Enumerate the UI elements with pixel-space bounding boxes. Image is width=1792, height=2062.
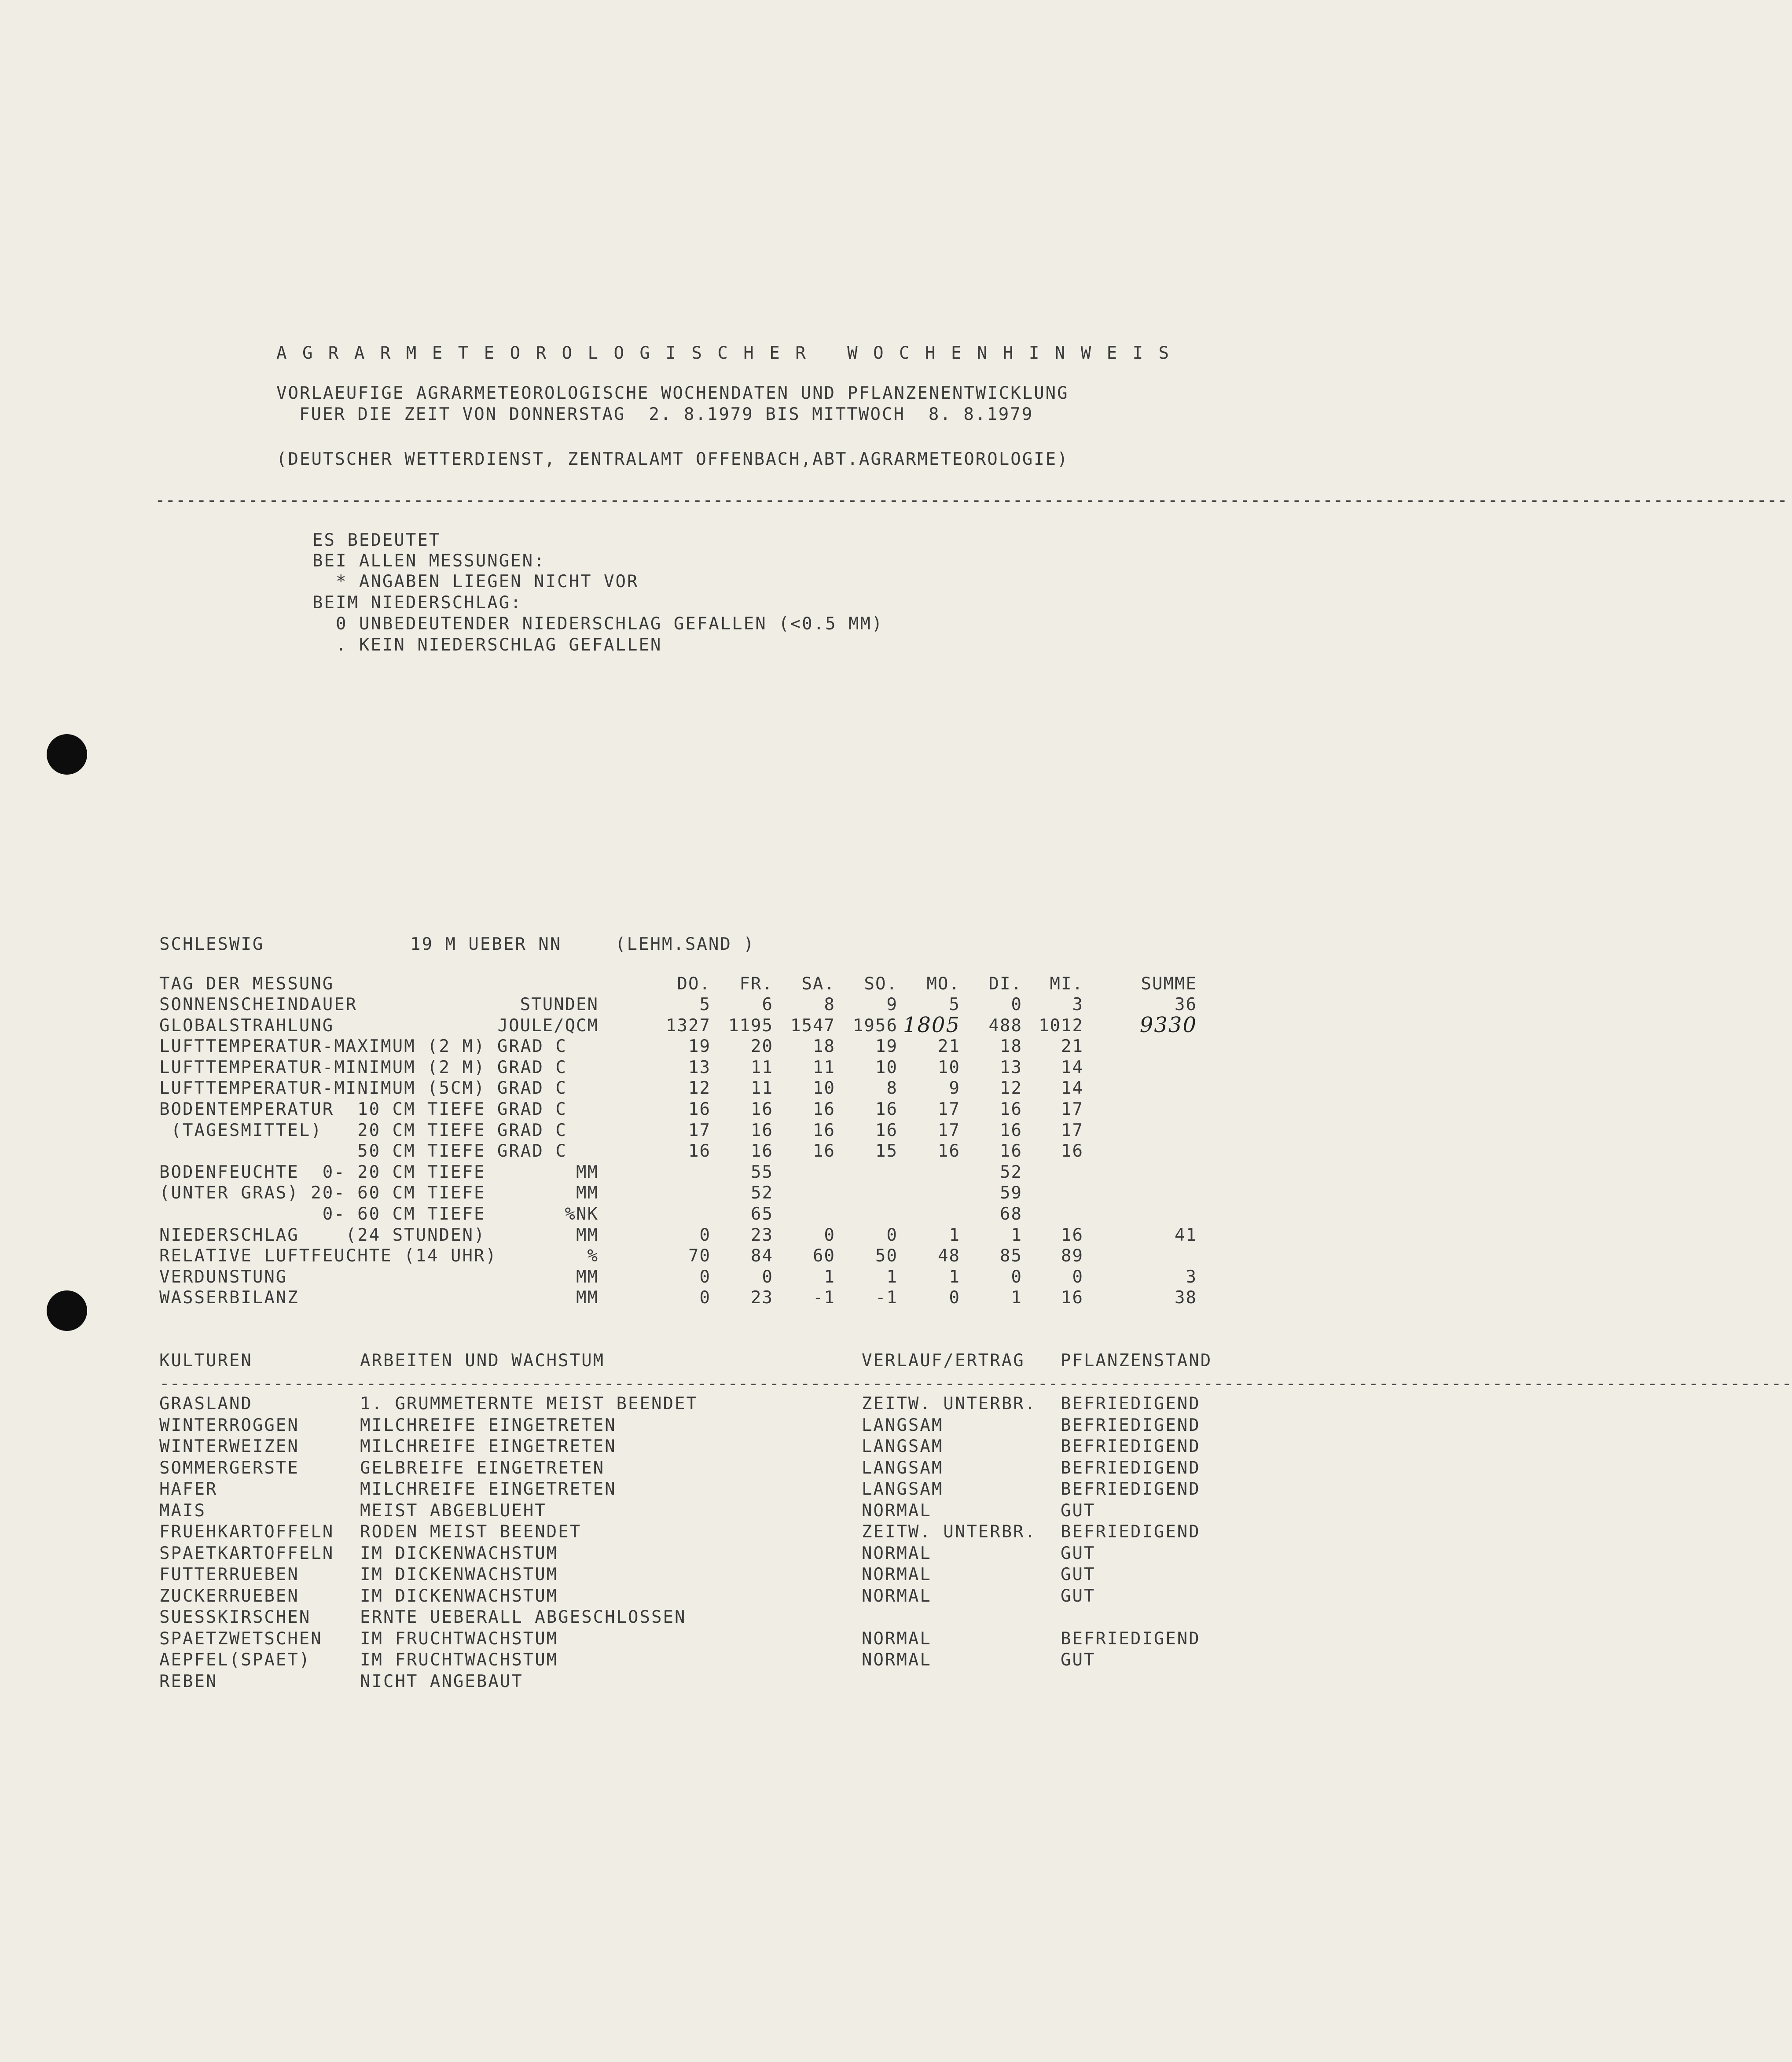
weather-row-label: WASSERBILANZ: [159, 1288, 299, 1308]
crops-cell-work: 1. GRUMMETERNTE MEIST BEENDET: [360, 1394, 698, 1414]
weather-cell: 23: [751, 1225, 773, 1245]
crops-cell-work: IM FRUCHTWACHSTUM: [360, 1650, 558, 1670]
weather-cell: 14: [1061, 1058, 1083, 1077]
weather-cell: 16: [1061, 1141, 1083, 1161]
weather-cell: 0: [824, 1225, 835, 1245]
weather-cell: 10: [813, 1078, 835, 1098]
crops-cell-crop: AEPFEL(SPAET): [159, 1650, 311, 1670]
weather-cell: 15: [875, 1141, 898, 1161]
station-soil: (LEHM.SAND ): [615, 934, 755, 954]
weather-cell: 18: [813, 1037, 835, 1056]
weather-row-label: BODENFEUCHTE 0- 20 CM TIEFE: [159, 1162, 486, 1182]
weather-cell: 84: [751, 1246, 773, 1266]
weather-cell: 14: [1061, 1078, 1083, 1098]
weather-row-unit: MM: [576, 1267, 599, 1287]
weather-cell: 10: [875, 1058, 898, 1077]
weather-cell: 16: [1061, 1288, 1083, 1308]
weather-cell: 16: [688, 1099, 711, 1119]
weather-cell: 9: [949, 1078, 960, 1098]
weather-cell: 1: [1011, 1225, 1022, 1245]
crops-cell-work: MILCHREIFE EINGETRETEN: [360, 1437, 617, 1456]
weather-cell: 1: [824, 1267, 835, 1287]
weather-cell: -1: [875, 1288, 898, 1308]
subtitle-line-1: VORLAEUFIGE AGRARMETEOROLOGISCHE WOCHENDATEN UND PFLANZENENTWICKLUNG: [276, 383, 1069, 403]
crops-cell-trend: LANGSAM: [862, 1437, 944, 1456]
crops-cell-crop: FRUEHKARTOFFELN: [159, 1522, 334, 1542]
crops-cell-state: GUT: [1061, 1565, 1096, 1584]
weather-cell: 1012: [1039, 1016, 1083, 1036]
weather-cell: 0: [762, 1267, 773, 1287]
weather-cell: 50: [875, 1246, 898, 1266]
crops-cell-work: IM DICKENWACHSTUM: [360, 1544, 558, 1563]
source-line: (DEUTSCHER WETTERDIENST, ZENTRALAMT OFFENBACH,ABT.AGRARMETEOROLOGIE): [276, 449, 1069, 469]
crops-cell-work: ERNTE UEBERALL ABGESCHLOSSEN: [360, 1607, 687, 1627]
weather-cell: 16: [1000, 1099, 1022, 1119]
weather-cell: 16: [1000, 1121, 1022, 1140]
weather-cell: 16: [751, 1141, 773, 1161]
crops-cell-work: IM DICKENWACHSTUM: [360, 1565, 558, 1584]
weather-cell: 60: [813, 1246, 835, 1266]
crops-cell-crop: SPAETKARTOFFELN: [159, 1544, 334, 1563]
weather-cell: 36: [1175, 995, 1197, 1014]
weather-cell: 9: [886, 995, 898, 1014]
legend-line-1: ES BEDEUTET: [312, 530, 441, 550]
weather-cell: 59: [1000, 1183, 1022, 1203]
weather-cell: 1: [1011, 1288, 1022, 1308]
weather-day-header: SUMME: [1141, 974, 1197, 994]
crops-cell-crop: MAIS: [159, 1501, 206, 1521]
weather-cell: 1195: [728, 1016, 773, 1036]
weather-cell: 16: [813, 1099, 835, 1119]
crops-cell-trend: NORMAL: [862, 1586, 932, 1606]
crops-cell-state: BEFRIEDIGEND: [1061, 1522, 1201, 1542]
crops-cell-work: GELBREIFE EINGETRETEN: [360, 1458, 605, 1478]
weather-cell: 3: [1072, 995, 1083, 1014]
legend-line-2: BEI ALLEN MESSUNGEN:: [312, 551, 546, 571]
weather-cell: 16: [875, 1099, 898, 1119]
weather-row-label: (TAGESMITTEL) 20 CM TIEFE GRAD C: [159, 1121, 567, 1140]
weather-cell: 5: [949, 995, 960, 1014]
weather-row-unit: %: [587, 1246, 599, 1266]
weather-day-header: DI.: [988, 974, 1022, 994]
weather-row-label: (UNTER GRAS) 20- 60 CM TIEFE: [159, 1183, 486, 1203]
weather-cell: 0: [1072, 1267, 1083, 1287]
crops-cell-crop: REBEN: [159, 1672, 218, 1691]
weather-cell: 16: [688, 1141, 711, 1161]
weather-row-label: LUFTTEMPERATUR-MINIMUM (5CM) GRAD C: [159, 1078, 567, 1098]
weather-cell: 12: [1000, 1078, 1022, 1098]
crops-cell-trend: NORMAL: [862, 1501, 932, 1521]
weather-cell: 8: [886, 1078, 898, 1098]
weather-cell: 488: [988, 1016, 1022, 1036]
crops-cell-trend: NORMAL: [862, 1544, 932, 1563]
crops-cell-state: BEFRIEDIGEND: [1061, 1629, 1201, 1649]
crops-cell-state: GUT: [1061, 1544, 1096, 1563]
weather-cell: 16: [751, 1121, 773, 1140]
weather-row-label: LUFTTEMPERATUR-MAXIMUM (2 M) GRAD C: [159, 1037, 567, 1056]
weather-cell: 11: [813, 1058, 835, 1077]
crops-cell-work: NICHT ANGEBAUT: [360, 1672, 523, 1691]
weather-cell: 13: [1000, 1058, 1022, 1077]
weather-row-label: RELATIVE LUFTFEUCHTE (14 UHR): [159, 1246, 497, 1266]
crops-cell-trend: ZEITW. UNTERBR.: [862, 1394, 1037, 1414]
weather-cell: 1327: [666, 1016, 711, 1036]
weather-row-unit: MM: [576, 1225, 599, 1245]
weather-row-label: 50 CM TIEFE GRAD C: [159, 1141, 567, 1161]
weather-cell: 0: [699, 1288, 711, 1308]
weather-row-unit: STUNDEN: [520, 995, 599, 1014]
crops-cell-state: BEFRIEDIGEND: [1061, 1437, 1201, 1456]
weather-cell: 17: [938, 1121, 960, 1140]
weather-cell: 1: [886, 1267, 898, 1287]
weather-cell: 16: [813, 1121, 835, 1140]
weather-cell: 8: [824, 995, 835, 1014]
crops-cell-crop: SUESSKIRSCHEN: [159, 1607, 311, 1627]
weather-cell: 19: [875, 1037, 898, 1056]
header-divider: --------------------------------------------------------------------------------------------------------------------------------------------------------------: [155, 490, 1788, 510]
crops-cell-state: BEFRIEDIGEND: [1061, 1479, 1201, 1499]
crops-cell-crop: ZUCKERRUEBEN: [159, 1586, 299, 1606]
crops-cell-state: GUT: [1061, 1501, 1096, 1521]
weather-cell: 0: [1011, 995, 1022, 1014]
weather-cell: 16: [875, 1121, 898, 1140]
weather-cell: 89: [1061, 1246, 1083, 1266]
weather-cell: 16: [751, 1099, 773, 1119]
weather-row-label: SONNENSCHEINDAUER: [159, 995, 358, 1014]
weather-cell: 5: [699, 995, 711, 1014]
weather-cell: 12: [688, 1078, 711, 1098]
weather-cell: 55: [751, 1162, 773, 1182]
weather-row-unit: JOULE/QCM: [497, 1016, 599, 1036]
weather-cell: 23: [751, 1288, 773, 1308]
weather-cell: 20: [751, 1037, 773, 1056]
weather-row-label: BODENTEMPERATUR 10 CM TIEFE GRAD C: [159, 1099, 567, 1119]
legend-line-4: BEIM NIEDERSCHLAG:: [312, 593, 522, 613]
weather-cell: 0: [699, 1267, 711, 1287]
weather-cell: 68: [1000, 1204, 1022, 1224]
crops-cell-crop: WINTERROGGEN: [159, 1415, 299, 1435]
weather-row-unit: MM: [576, 1288, 599, 1308]
subtitle-line-2: FUER DIE ZEIT VON DONNERSTAG 2. 8.1979 BIS MITTWOCH 8. 8.1979: [299, 404, 1034, 424]
crops-cell-trend: LANGSAM: [862, 1415, 944, 1435]
weather-cell: 65: [751, 1204, 773, 1224]
crops-cell-crop: GRASLAND: [159, 1394, 253, 1414]
weather-cell: 1: [949, 1225, 960, 1245]
crops-cell-trend: NORMAL: [862, 1565, 932, 1584]
station-name: SCHLESWIG: [159, 934, 264, 954]
crops-cell-trend: LANGSAM: [862, 1479, 944, 1499]
weather-row-label: NIEDERSCHLAG (24 STUNDEN): [159, 1225, 486, 1245]
weather-cell: 1547: [790, 1016, 835, 1036]
crops-cell-trend: LANGSAM: [862, 1458, 944, 1478]
crops-cell-work: RODEN MEIST BEENDET: [360, 1522, 582, 1542]
weather-row-label: GLOBALSTRAHLUNG: [159, 1016, 334, 1036]
punch-hole-lower: [47, 1290, 87, 1331]
weather-cell: 38: [1175, 1288, 1197, 1308]
weather-cell: 16: [1061, 1225, 1083, 1245]
crops-cell-crop: WINTERWEIZEN: [159, 1437, 299, 1456]
weather-cell: 16: [1000, 1141, 1022, 1161]
crops-column-header: PFLANZENSTAND: [1061, 1351, 1212, 1371]
punch-hole-upper: [47, 734, 87, 775]
weather-row-label: LUFTTEMPERATUR-MINIMUM (2 M) GRAD C: [159, 1058, 567, 1077]
weather-header-label: TAG DER MESSUNG: [159, 974, 334, 994]
crops-cell-trend: ZEITW. UNTERBR.: [862, 1522, 1037, 1542]
crops-cell-crop: FUTTERRUEBEN: [159, 1565, 299, 1584]
weather-day-header: MO.: [926, 974, 960, 994]
weather-row-label: 0- 60 CM TIEFE: [159, 1204, 486, 1224]
weather-row-unit: MM: [576, 1162, 599, 1182]
weather-cell: 16: [938, 1141, 960, 1161]
crops-cell-crop: HAFER: [159, 1479, 218, 1499]
crops-cell-crop: SPAETZWETSCHEN: [159, 1629, 323, 1649]
crops-cell-state: GUT: [1061, 1586, 1096, 1606]
crops-cell-state: BEFRIEDIGEND: [1061, 1394, 1201, 1414]
weather-row-label: VERDUNSTUNG: [159, 1267, 288, 1287]
crops-column-header: VERLAUF/ERTRAG: [862, 1351, 1025, 1371]
crops-cell-work: MILCHREIFE EINGETRETEN: [360, 1479, 617, 1499]
weather-cell: 11: [751, 1058, 773, 1077]
crops-cell-state: BEFRIEDIGEND: [1061, 1415, 1201, 1435]
weather-cell: 85: [1000, 1246, 1022, 1266]
weather-cell: 0: [949, 1288, 960, 1308]
weather-cell: 17: [938, 1099, 960, 1119]
weather-cell: 16: [813, 1141, 835, 1161]
weather-cell: 3: [1186, 1267, 1197, 1287]
weather-cell: 41: [1175, 1225, 1197, 1245]
weather-cell: 19: [688, 1037, 711, 1056]
crops-cell-work: IM DICKENWACHSTUM: [360, 1586, 558, 1606]
crops-cell-work: MILCHREIFE EINGETRETEN: [360, 1415, 617, 1435]
weather-row-unit: %NK: [565, 1204, 599, 1224]
weather-cell: 21: [938, 1037, 960, 1056]
crops-cell-work: IM FRUCHTWACHSTUM: [360, 1629, 558, 1649]
crops-cell-work: MEIST ABGEBLUEHT: [360, 1501, 547, 1521]
weather-cell: 6: [762, 995, 773, 1014]
weather-cell: 1956: [853, 1016, 898, 1036]
weather-cell: 17: [1061, 1121, 1083, 1140]
weather-cell: 13: [688, 1058, 711, 1077]
weather-cell: 52: [1000, 1162, 1022, 1182]
weather-cell: 0: [1011, 1267, 1022, 1287]
crops-cell-trend: NORMAL: [862, 1629, 932, 1649]
legend-line-3: * ANGABEN LIEGEN NICHT VOR: [312, 572, 639, 592]
weather-cell: 10: [938, 1058, 960, 1077]
station-elevation: 19 M UEBER NN: [410, 934, 562, 954]
weather-cell: 0: [699, 1225, 711, 1245]
crops-cell-state: BEFRIEDIGEND: [1061, 1458, 1201, 1478]
crops-column-header: ARBEITEN UND WACHSTUM: [360, 1351, 605, 1371]
weather-day-header: MI.: [1050, 974, 1083, 994]
legend-line-5: 0 UNBEDEUTENDER NIEDERSCHLAG GEFALLEN (<0.5 MM): [312, 614, 884, 634]
weather-cell: 18: [1000, 1037, 1022, 1056]
crops-cell-crop: SOMMERGERSTE: [159, 1458, 299, 1478]
weather-cell: 17: [688, 1121, 711, 1140]
weather-cell: -1: [813, 1288, 835, 1308]
weather-day-header: SA.: [801, 974, 835, 994]
weather-cell: 9330: [1139, 1013, 1197, 1037]
legend-line-6: . KEIN NIEDERSCHLAG GEFALLEN: [312, 635, 662, 655]
crops-cell-state: GUT: [1061, 1650, 1096, 1670]
weather-cell: 1805: [903, 1013, 960, 1037]
weather-cell: 21: [1061, 1037, 1083, 1056]
weather-cell: 70: [688, 1246, 711, 1266]
weather-cell: 11: [751, 1078, 773, 1098]
crops-divider: --------------------------------------------------------------------------------------------------------------------------------------------------------------: [159, 1374, 1792, 1393]
weather-day-header: DO.: [677, 974, 711, 994]
crops-column-header: KULTUREN: [159, 1351, 253, 1371]
weather-cell: 0: [886, 1225, 898, 1245]
weather-cell: 48: [938, 1246, 960, 1266]
weather-day-header: FR.: [739, 974, 773, 994]
crops-cell-trend: NORMAL: [862, 1650, 932, 1670]
page-title: A G R A R M E T E O R O L O G I S C H E R W O C H E N H I N W E I S: [276, 343, 1172, 363]
weather-cell: 52: [751, 1183, 773, 1203]
weather-day-header: SO.: [864, 974, 898, 994]
weather-cell: 17: [1061, 1099, 1083, 1119]
weather-cell: 1: [949, 1267, 960, 1287]
weather-row-unit: MM: [576, 1183, 599, 1203]
